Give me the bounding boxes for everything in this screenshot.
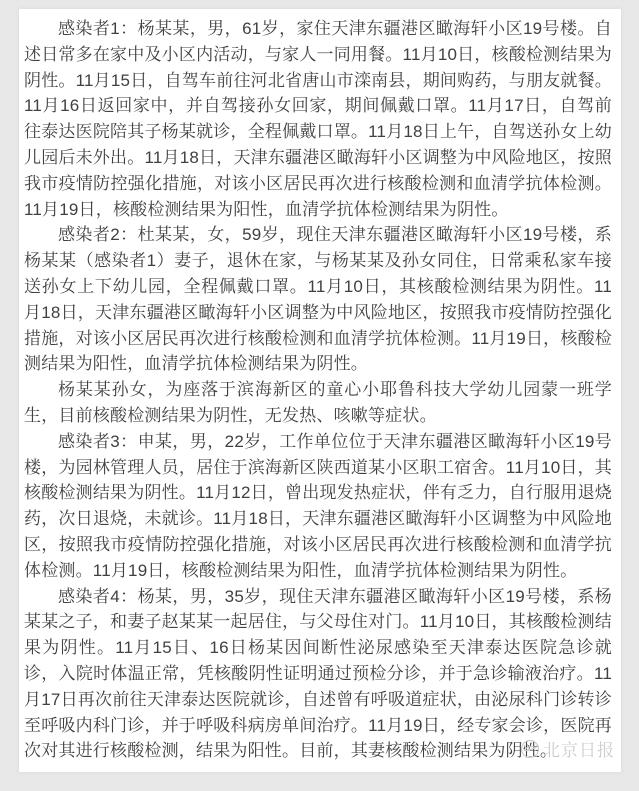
paragraph-case-4: 感染者4：杨某，男，35岁，现住天津东疆港区瞰海轩小区19号楼，系杨某某之子，和妻子赵某某一起居住，与父母住对门。11月10日，其核酸检测结果为阴性。11月15日、16日杨某因间断性泌尿感染至天津泰达医院急诊就诊，入院时体温正常，凭核酸阴性证明通过预检分诊，并于急诊输液治疗。11月17日再次前往天津泰达医院就诊，自述曾有呼吸道症状，由泌尿科门诊转诊至呼吸内科门诊，并于呼吸科病房单间治疗。11月19日，经专家会诊，医院再次对其进行核酸检测，结果为阳性。目前，其妻核酸检测结果为阴性。 <box>24 586 612 761</box>
paragraph-case-1: 感染者1：杨某某，男，61岁，家住天津东疆港区瞰海轩小区19号楼。自述日常多在家中及小区内活动，与家人一同用餐。11月10日，核酸检测结果为阴性。11月15日，自驾车前往河北省唐山市滦南县，期间购药，与朋友就餐。11月16日返回家中，并自驾接孙女回家，期间佩戴口罩。11月17日，自驾前往泰达医院陪其子杨某就诊，全程佩戴口罩。11月18日上午，自驾送孙女上幼儿园后未外出。11月18日，天津东疆港区瞰海轩小区调整为中风险地区，按照我市疫情防控强化措施，对该小区居民再次进行核酸检测和血清学抗体检测。11月19日，核酸检测结果为阳性，血清学抗体检测结果为阴性。 <box>24 19 612 219</box>
article-card <box>19 9 621 772</box>
paragraph-case-3: 感染者3：申某，男，22岁，工作单位位于天津东疆港区瞰海轩小区19号楼，为园林管理人员，居住于滨海新区陕西道某小区职工宿舍。11月10日，其核酸检测结果为阴性。11月12日，曾出现发热症状，伴有乏力，自行服用退烧药，次日退烧，未就诊。11月18日，天津东疆港区瞰海轩小区调整为中风险地区，按照我市疫情防控强化措施，对该小区居民再次进行核酸检测和血清学抗体检测。11月19日，核酸检测结果为阳性，血清学抗体检测结果为阴性。 <box>24 431 612 580</box>
paragraph-granddaughter-note: 杨某某孙女，为座落于滨海新区的童心小耶鲁科技大学幼儿园蒙一班学生，目前核酸检测结果为阴性，无发热、咳嗽等症状。 <box>24 380 612 425</box>
paragraph-case-2: 感染者2：杜某某，女，59岁，现住天津东疆港区瞰海轩小区19号楼，系杨某某（感染者1）妻子，退休在家，与杨某某及孙女同住，日常乘私家车接送孙女上下幼儿园，全程佩戴口罩。11月10日，其核酸检测结果为阴性。11月18日，天津东疆港区瞰海轩小区调整为中风险地区，按照我市疫情防控强化措施，对该小区居民再次进行核酸检测和血清学抗体检测。11月19日，核酸检测结果为阳性，血清学抗体检测结果为阴性。 <box>24 225 612 374</box>
article-body <box>19 9 621 764</box>
watermark-label: 北京日报 <box>543 741 615 760</box>
